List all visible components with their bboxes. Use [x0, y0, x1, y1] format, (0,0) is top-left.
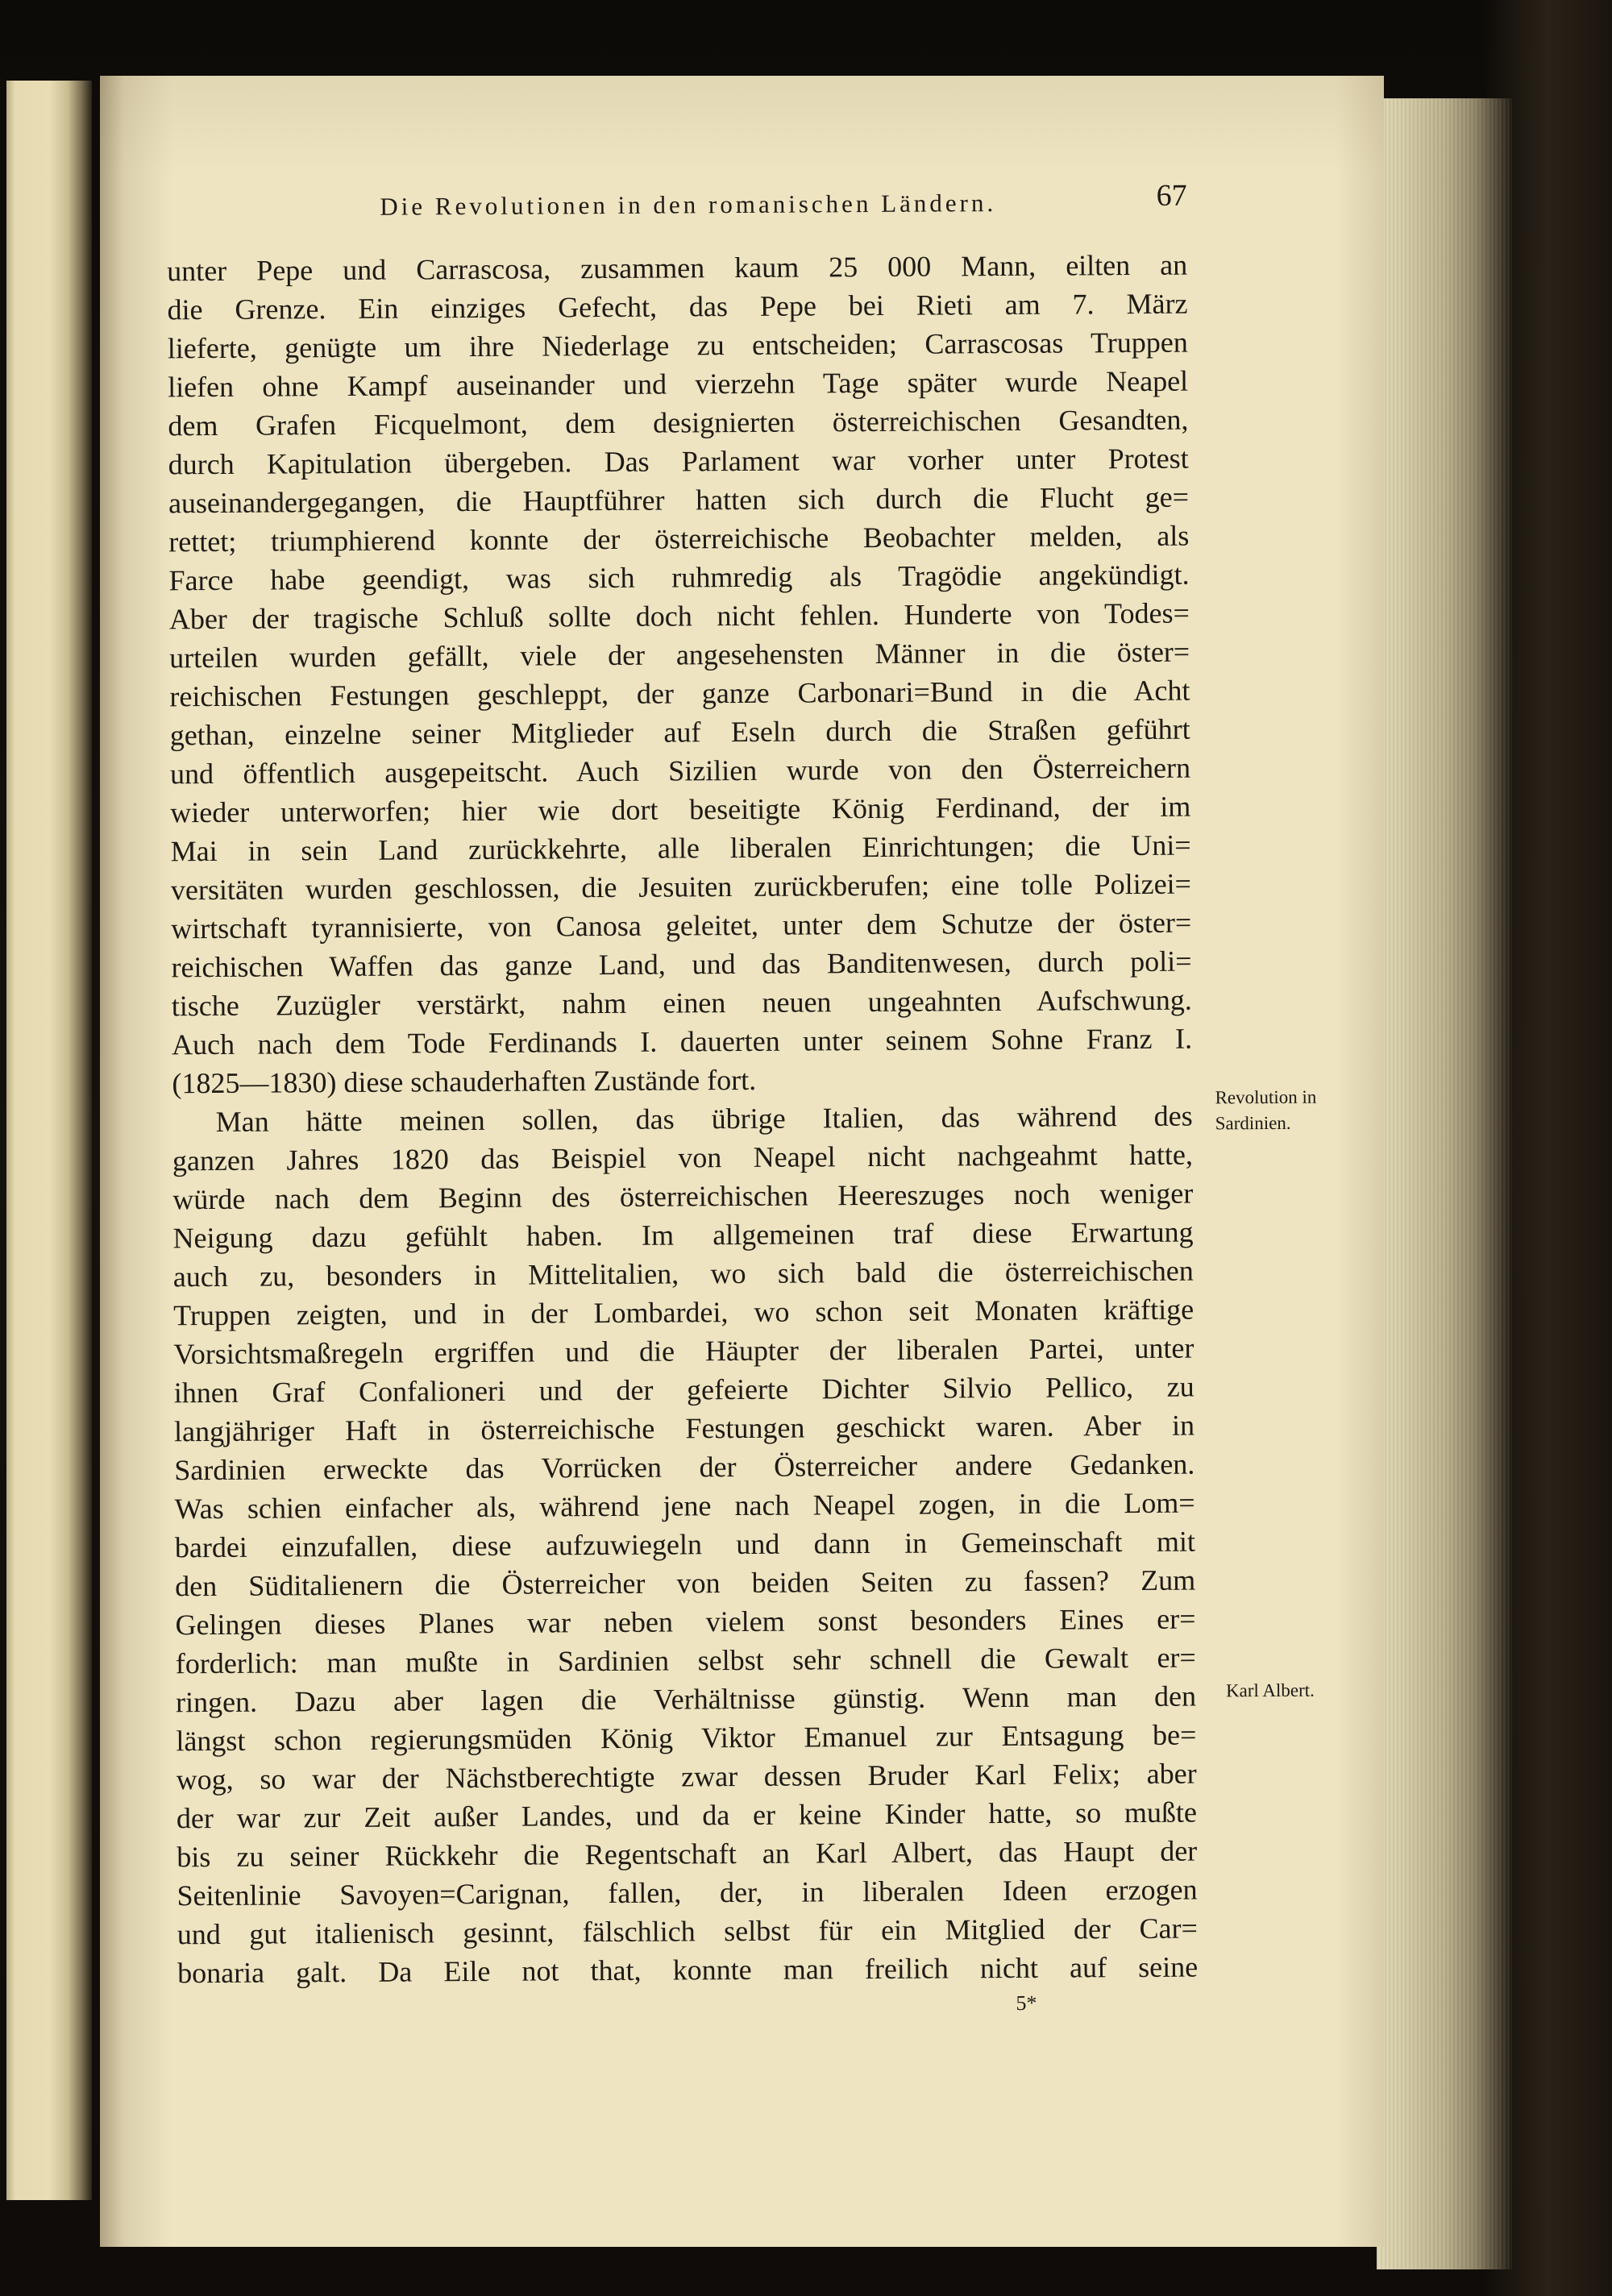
body-line: der war zur Zeit außer Landes, und da er keine Kinder hatte, so mußte [176, 1796, 1198, 1835]
paragraph [167, 246, 1192, 1103]
body-line: ihnen Graf Confalioneri und der gefeierte Dichter Silvio Pellico, zu [173, 1370, 1194, 1410]
paragraph [172, 1097, 1199, 1993]
body-line: Mai in sein Land zurückkehrte, alle liberalen Einrichtungen; die Uni= [170, 828, 1191, 868]
margin-note-karl-albert [1226, 1678, 1315, 1704]
printer-signature-mark: 5* [1016, 1991, 1037, 2015]
body-line: ganzen Jahres 1820 das Beispiel von Neapel nicht nachgeahmt hatte, [172, 1138, 1194, 1177]
body-line: würde nach dem Beginn des österreichischen Heereszuges noch weniger [172, 1177, 1194, 1216]
body-line: wieder unterworfen; hier wie dort beseitigte König Ferdinand, der im [170, 790, 1191, 829]
body-line: Neigung dazu gefühlt haben. Im allgemeinen traf diese Erwartung [172, 1215, 1194, 1255]
facing-page-edge [6, 81, 92, 2200]
body-line: bonaria galt. Da Eile not that, konnte man freilich nicht auf seine [177, 1950, 1199, 1990]
body-line: auch zu, besonders in Mittelitalien, wo sich bald die österreichischen [172, 1254, 1194, 1293]
body-line: Sardinien erweckte das Vorrücken der Österreicher andere Gedanken. [174, 1447, 1195, 1487]
body-line: durch Kapitulation übergeben. Das Parlament war vorher unter Protest [168, 442, 1189, 481]
body-line: Seitenlinie Savoyen=Carignan, fallen, der, in liberalen Ideen erzogen [177, 1873, 1198, 1912]
page-stack-edge [1377, 98, 1512, 2269]
margin-note-line: Karl Albert. [1225, 1679, 1315, 1701]
margin-note-line: Revolution in [1215, 1086, 1317, 1108]
body-line: Aber der tragische Schluß sollte doch nicht fehlen. Hunderte von Todes= [168, 596, 1190, 636]
body-line: Gelingen dieses Planes war neben vielem sonst besonders Eines er= [175, 1602, 1196, 1642]
body-line: den Süditalienern die Österreicher von beiden Seiten zu fassen? Zum [175, 1563, 1196, 1603]
body-line: wog, so war der Nächstberechtigte zwar dessen Bruder Karl Felix; aber [176, 1757, 1197, 1796]
body-line: rettet; triumphierend konnte der österreichische Beobachter melden, als [168, 519, 1190, 558]
body-line: unter Pepe und Carrascosa, zusammen kaum 25 000 Mann, eilten an [167, 248, 1188, 288]
body-line: lieferte, genügte um ihre Niederlage zu entscheiden; Carrascosas Truppen [167, 326, 1188, 365]
body-line: versitäten wurden geschlossen, die Jesuiten zurückberufen; eine tolle Polizei= [170, 867, 1192, 907]
body-line: dem Grafen Ficquelmont, dem designierten österreichischen Gesandten, [168, 403, 1189, 442]
body-line: Farce habe geendigt, was sich ruhmredig als Tragödie angekündigt. [168, 558, 1190, 597]
body-line: liefen ohne Kampf auseinander und vierzehn Tage später wurde Neapel [167, 364, 1189, 404]
body-line: wirtschaft tyrannisierte, von Canosa geleitet, unter dem Schutze der öster= [171, 906, 1192, 945]
body-line: bardei einzufallen, diese aufzuwiegeln und dann in Gemeinschaft mit [174, 1525, 1196, 1564]
body-line: tische Zuzügler verstärkt, nahm einen neuen ungeahnten Aufschwung. [171, 983, 1192, 1023]
body-line: ringen. Dazu aber lagen die Verhältnisse günstig. Wenn man den [175, 1679, 1197, 1719]
page-content [93, 72, 1390, 2251]
body-line: Truppen zeigten, und in der Lombardei, wo schon seit Monaten kräftige [173, 1293, 1194, 1332]
body-line: bis zu seiner Rückkehr die Regentschaft an Karl Albert, das Haupt der [177, 1834, 1198, 1874]
margin-note-line: Sardinien. [1215, 1112, 1291, 1134]
page-number: 67 [1156, 178, 1187, 213]
body-line: (1825—1830) diese schauderhaften Zustände fort. [172, 1063, 757, 1100]
body-line: längst schon regierungsmüden König Viktor Emanuel zur Entsagung be= [176, 1718, 1197, 1758]
body-line: Was schien einfacher als, während jene nach Neapel zogen, in die Lom= [174, 1486, 1195, 1526]
body-line: auseinandergegangen, die Hauptführer hatten sich durch die Flucht ge= [168, 480, 1190, 520]
body-line: langjähriger Haft in österreichische Festungen geschickt waren. Aber in [173, 1409, 1195, 1448]
body-line: forderlich: man mußte in Sardinien selbst sehr schnell die Gewalt er= [175, 1641, 1196, 1680]
body-line: Vorsichtsmaßregeln ergriffen und die Häupter der liberalen Partei, unter [173, 1331, 1194, 1371]
body-line: urteilen wurden gefällt, viele der angesehensten Männer in die öster= [169, 635, 1190, 675]
book-page [100, 76, 1384, 2247]
margin-note-revolution-sardinia [1215, 1085, 1316, 1137]
body-line: reichischen Waffen das ganze Land, und das Banditenwesen, durch poli= [171, 945, 1192, 984]
body-line: Man hätte meinen sollen, das übrige Italien, das während des [215, 1099, 1193, 1138]
body-line: und öffentlich ausgepeitscht. Auch Sizilien wurde von den Österreichern [169, 751, 1191, 791]
body-text [167, 246, 1198, 1993]
body-line: reichischen Festungen geschleppt, der ganze Carbonari=Bund in die Acht [169, 674, 1190, 713]
running-title: Die Revolutionen in den romanischen Ländern. [380, 189, 997, 221]
body-line: und gut italienisch gesinnt, fälschlich selbst für ein Mitglied der Car= [177, 1912, 1198, 1951]
body-line: die Grenze. Ein einziges Gefecht, das Pepe bei Rieti am 7. März [167, 287, 1188, 326]
body-line: Auch nach dem Tode Ferdinands I. dauerten unter seinem Sohne Franz I. [171, 1022, 1193, 1061]
body-line: gethan, einzelne seiner Mitglieder auf Eseln durch die Straßen geführt [169, 712, 1190, 752]
